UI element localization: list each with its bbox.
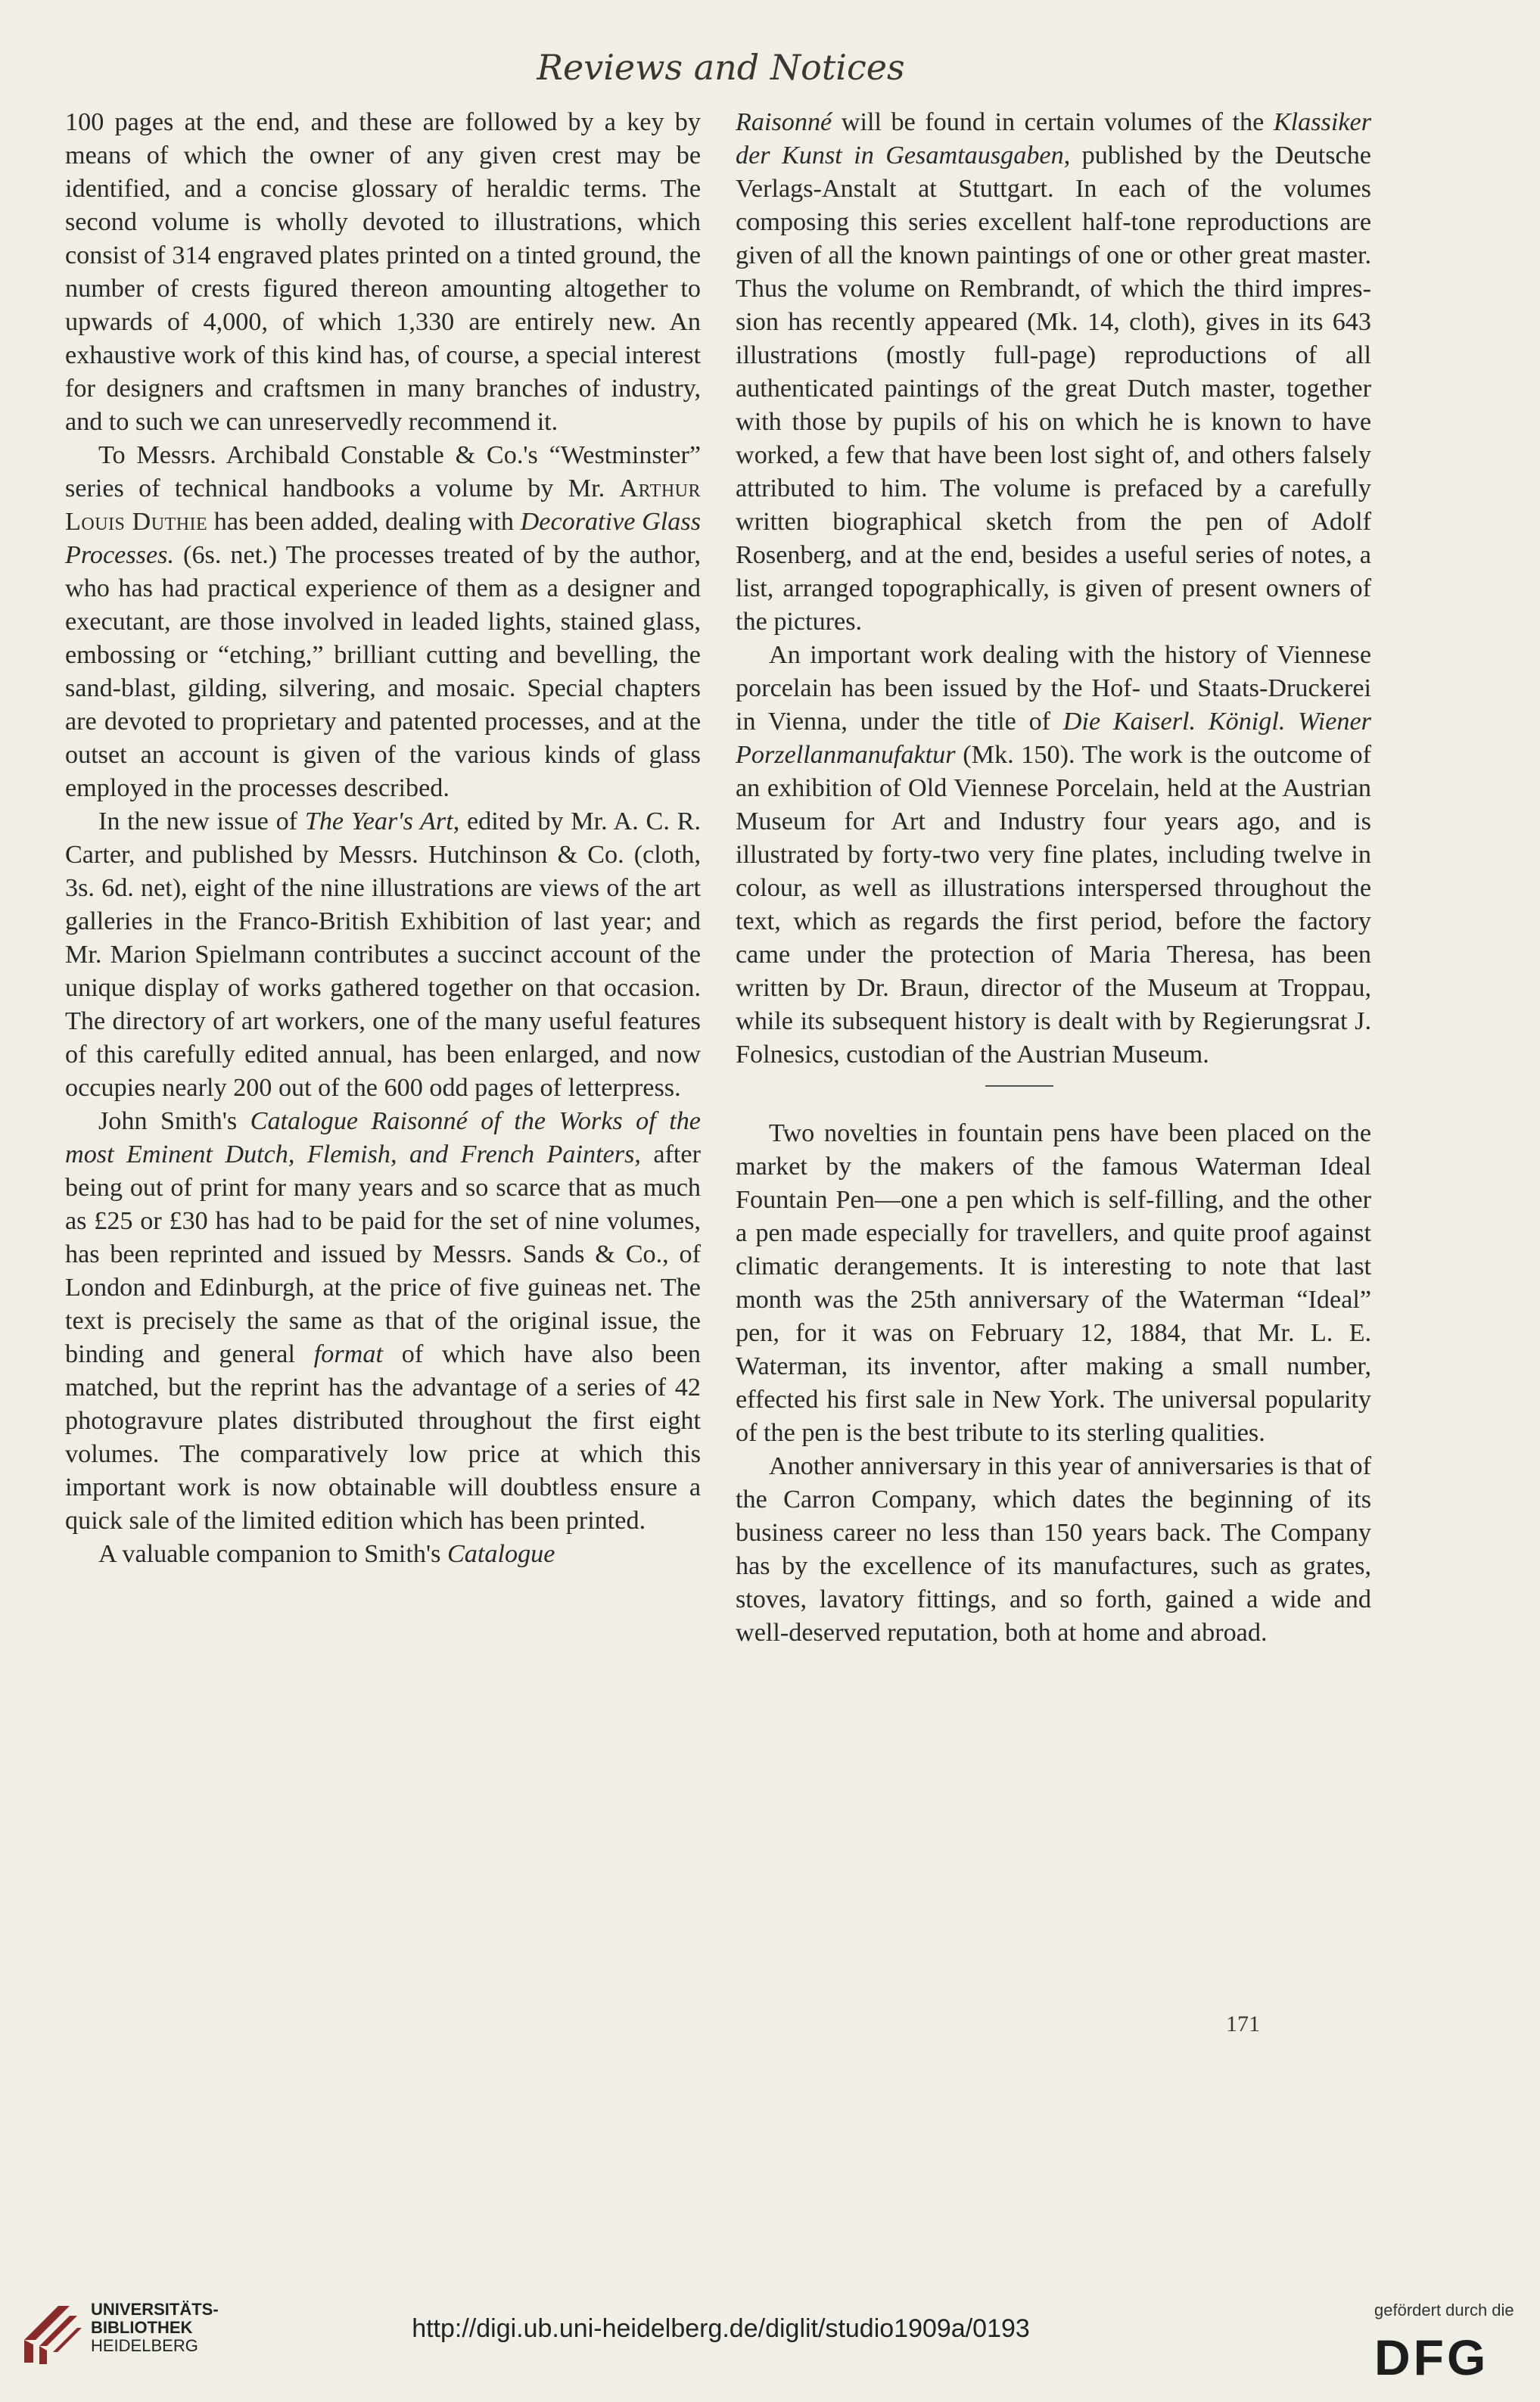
paragraph-text: 100 pages at the end, and these are followed by a key by means of which the owner of any given crest may be identified, and a concise glossary of heraldic terms. The second volume is wholly devoted to illustrations, which consist of 314 engraved plates printed on a tinted ground, the number of crests figured thereon amounting altogether to upwards of 4,000, of which 1,330 are entirely new. An exhaustive work of this kind has, of course, a special interest for designers and craftsmen in many branches of industry, and to such we can unreservedly recommend it. (65, 108, 701, 436)
paragraph-text: (6s. net.) The processes treated of by the author, who has had practical experience of them as a designer and executant, are those involved in leaded lights, stained glass, embossing or “etching,” brilliant cutting and bevelling, the sand-blast, gilding, silvering, and mosaic. Special chapters are devoted to proprietary and patented processes, and at the outset an account is given of the various kinds of glass employed in the processes described. (65, 541, 701, 802)
section-divider (985, 1085, 1053, 1087)
left-column (65, 106, 701, 1571)
book-title: Raisonné (736, 108, 832, 136)
paragraph-waterman (736, 1117, 1371, 1450)
library-line: UNIVERSITÄTS- (91, 2300, 219, 2319)
paragraph-glass-processes (65, 439, 701, 805)
paragraph-text: In the new issue of (98, 807, 305, 835)
right-column (736, 106, 1371, 1650)
book-title: Catalogue (447, 1540, 555, 1568)
paragraph-heraldry (65, 106, 701, 439)
paragraph-text: , edited by Mr. A. C. R. Carter, and published by Messrs. Hutchinson & Co. (cloth, 3s. 6d. net), eight of the nine illustrations are views of the art galleries in the Franco-British Exhibition of last year; and Mr. Marion Spielmann contributes a succinct account of the unique display of works gathered together on that occasion. The directory of art workers, one of the many useful features of this carefully edited annual, has been enlarged, and now occupies nearly 200 out of the 600 odd pages of letterpress. (65, 807, 701, 1102)
book-title: The Year's Art (304, 807, 453, 835)
permalink-url[interactable]: http://digi.ub.uni-heidelberg.de/diglit/studio1909a/0193 (412, 2314, 1030, 2343)
paragraph-text: To Messrs. Archibald Constable & Co.'s “Westminster” series of technical handbooks a volume by Mr. (65, 441, 701, 502)
book-title: Die Kaiserl. Königl. Wiener Porzellanmanufaktur (736, 708, 1371, 769)
paragraph-klassiker (736, 106, 1371, 639)
paragraph-text: has been added, dealing with (207, 508, 521, 536)
running-title: Reviews and Notices (537, 47, 905, 88)
paragraph-text: of which have also been matched, but the reprint has the advantage of a series of 42 photogravure plates distributed throughout the first eight volumes. The comparatively low price at which this important work is now obtainable will doubtless ensure a quick sale of the limited edition which has been printed. (65, 1340, 702, 1535)
library-line: BIBLIOTHEK (91, 2318, 193, 2337)
funding-note: gefördert durch die (1374, 2301, 1514, 2320)
series-title: Klassiker der Kunst in Gesamtausgaben (736, 108, 1371, 170)
book-title: Decorative Glass Processes. (65, 508, 701, 569)
paragraph-text: An important work dealing with the history of Viennese porcelain has been issued by the Hof- und Staats-Druckerei in Vienna, under the title of (736, 641, 1371, 736)
paragraph-text: (Mk. 150). The work is the outcome of an exhibition of Old Viennese Porcelain, held at the Austrian Museum for Art and Industry four years ago, and is illustrated by forty-two very fine plates, including twelve in colour, as well as illustrations interspersed throughout the text, which as regards the first period, before the factory came under the protection of Maria Theresa, has been written by Dr. Braun, director of the Museum at Troppau, while its subsequent history is dealt with by Regierungsrat J. Folnesics, custodian of the Austrian Museum. (736, 741, 1371, 1069)
paragraph-companion (65, 1538, 701, 1571)
paragraph-text: after being out of print for many years and so scarce that as much as £25 or £30 has had to be paid for the set of nine volumes, has been reprinted and issued by Messrs. Sands & Co., of London and Edinburgh, at the price of five guineas net. The text is precisely the same as that of the original issue, the binding and general (65, 1140, 701, 1368)
paragraph-text: Another anniversary in this year of anniversaries is that of the Carron Company, which dates the beginning of its business career no less than 150 years back. The Company has by the excellence of its manufactures, such as grates, stoves, lavatory fittings, and so forth, gained a wide and well-deserved reputation, both at home and abroad. (736, 1452, 1371, 1647)
author-name: Arthur Louis Duthie (65, 474, 701, 536)
page-number: 171 (1226, 2012, 1260, 2036)
paragraph-text: Two novelties in fountain pens have been placed on the market by the makers of the famous Waterman Ideal Fountain Pen—one a pen which is self-filling, and the other a pen made especially for travellers, and quite proof against climatic derangements. It is interesting to note that last month was the 25th anniversary of the Waterman “Ideal” pen, for it was on February 12, 1884, that Mr. L. E. Waterman, its inventor, after making a small number, effected his first sale in New York. The universal popularity of the pen is the best tribute to its sterling qualities. (736, 1119, 1371, 1447)
paragraph-text: , published by the Deutsche Verlags-Anstalt at Stuttgart. In each of the volumes composing this series excellent half-tone reproductions are given of all the known paintings of one or other great master. Thus the volume on Rembrandt, of which the third impression has recently appeared (Mk. 14, cloth), gives in its 643 illustrations (mostly full-page) reproductions of all authenticated paintings of the great Dutch master, together with those by pupils of his on which he is known to have worked, a few that have been lost sight of, and others falsely attributed to him. The volume is prefaced by a carefully written biographical sketch from the pen of Adolf Rosenberg, and at the end, besides a useful series of notes, a list, arranged topographically, is given of present owners of the pictures. (736, 142, 1371, 636)
italic-word: format (313, 1340, 383, 1368)
paragraph-viennese-porcelain (736, 639, 1371, 1072)
paragraph-smith-catalogue (65, 1105, 701, 1538)
book-title: Catalogue Raisonné of the Works of the most Eminent Dutch, Flemish, and French Painters, (65, 1107, 701, 1168)
paragraph-carron (736, 1450, 1371, 1650)
paragraph-text: A valuable companion to Smith's (98, 1540, 447, 1568)
dfg-logo: DFG (1374, 2329, 1489, 2385)
paragraph-text: will be found in certain volumes of the (832, 108, 1274, 136)
library-line: HEIDELBERG (91, 2336, 198, 2355)
paragraph-text: John Smith's (98, 1107, 250, 1135)
paragraph-years-art (65, 805, 701, 1105)
